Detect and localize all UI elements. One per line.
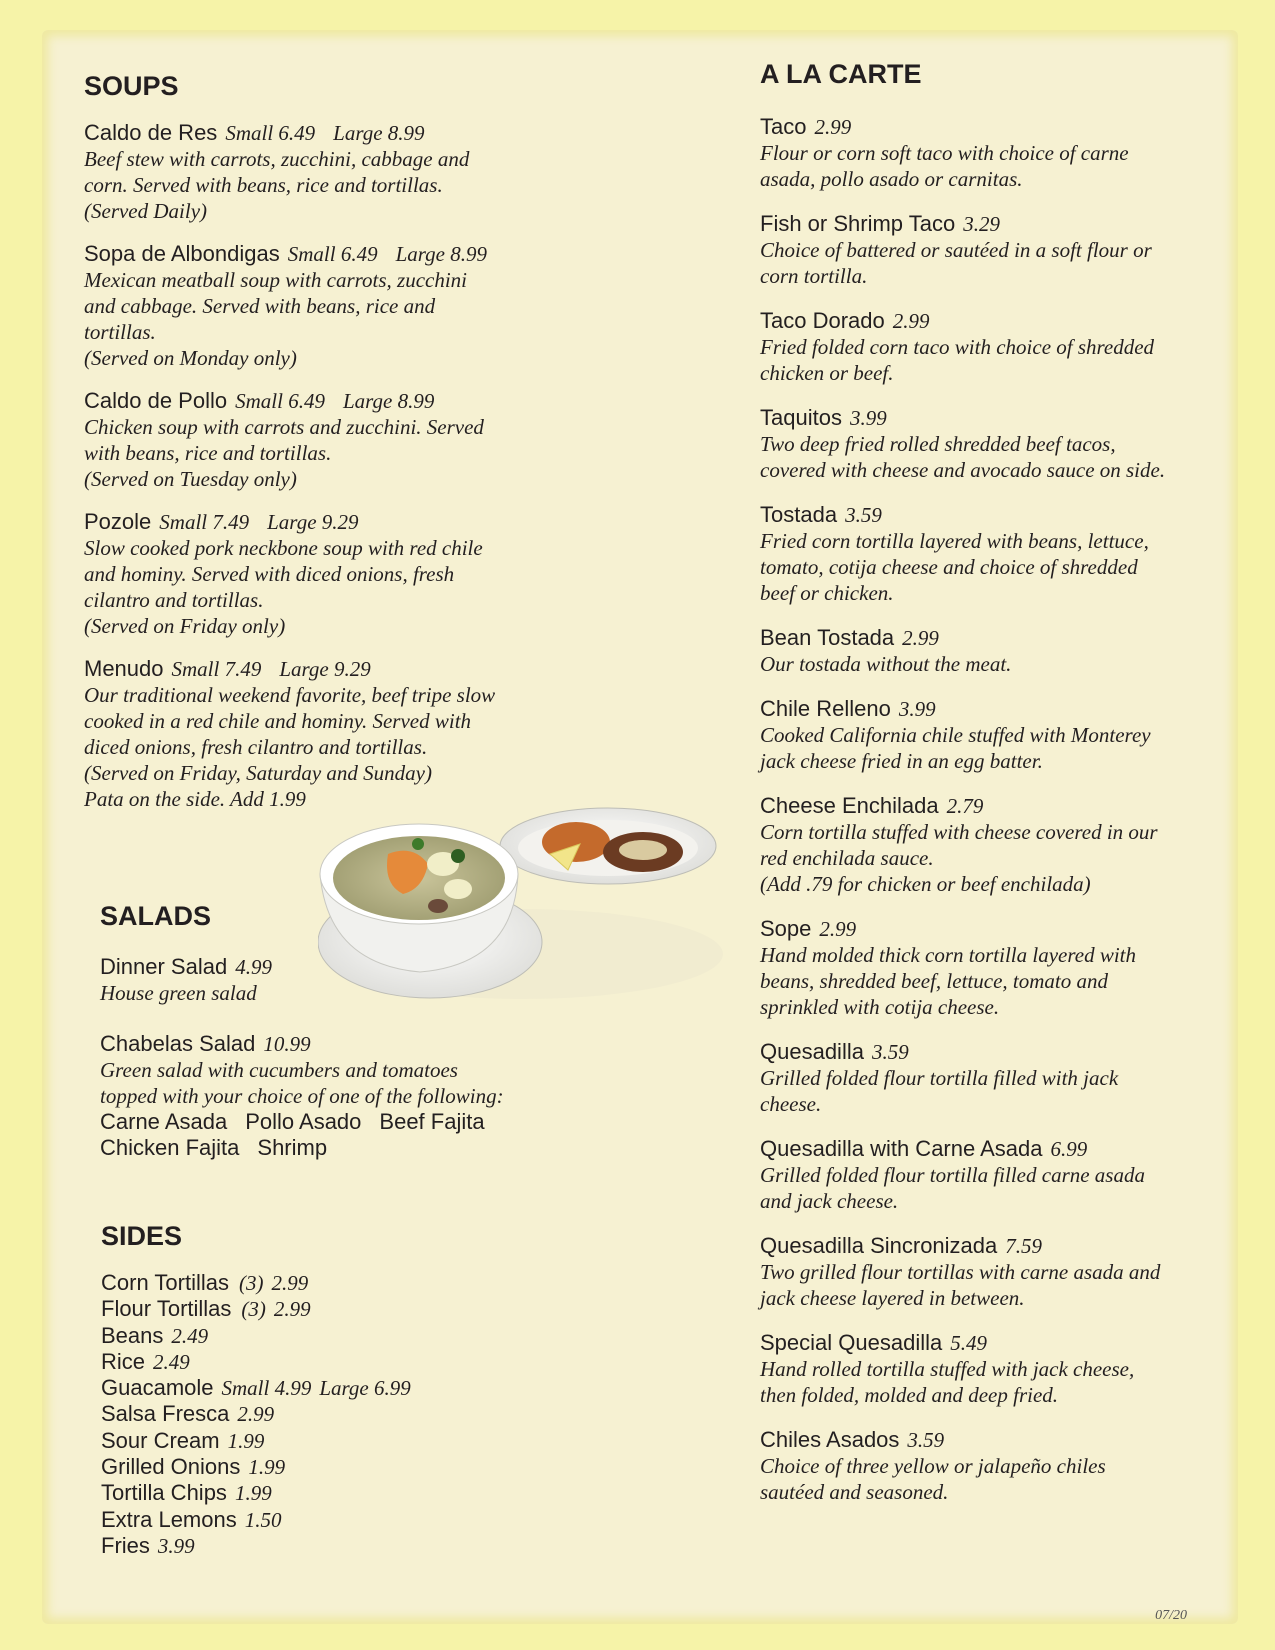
item-price: 1.99 bbox=[234, 1481, 272, 1506]
alacarte-item bbox=[760, 1136, 1210, 1214]
item-name: Cheese Enchilada bbox=[760, 793, 939, 818]
topping-option: Chicken Fajita bbox=[100, 1135, 240, 1160]
item-name: Caldo de Res bbox=[84, 120, 218, 145]
topping-option: Beef Fajita bbox=[379, 1109, 485, 1134]
salad-topping-options bbox=[100, 1135, 570, 1161]
item-name: Salsa Fresca bbox=[101, 1401, 230, 1427]
side-plate-icon bbox=[500, 808, 716, 884]
item-price: 3.99 bbox=[849, 406, 887, 430]
item-price-large: Large 8.99 bbox=[395, 242, 487, 266]
item-description: Corn tortilla stuffed with cheese covered in our red enchilada sauce. (Add .79 for chicken or beef enchilada) bbox=[760, 820, 1158, 896]
item-name: Quesadilla Sincronizada bbox=[760, 1233, 998, 1258]
item-price: 6.99 bbox=[1050, 1137, 1088, 1161]
item-description: Beef stew with carrots, zucchini, cabbage and corn. Served with beans, rice and tortillas. (Served Daily) bbox=[84, 147, 470, 223]
soup-item bbox=[84, 656, 554, 812]
item-price: 2.99 bbox=[273, 1297, 311, 1322]
item-name: Fish or Shrimp Taco bbox=[760, 211, 956, 236]
item-price-large: Large 8.99 bbox=[342, 389, 435, 413]
soups-section bbox=[84, 70, 554, 829]
item-price: 3.99 bbox=[898, 697, 936, 721]
side-item bbox=[101, 1533, 571, 1559]
item-price: 2.99 bbox=[902, 626, 939, 650]
item-price-small: Small 7.49 bbox=[159, 510, 250, 534]
item-price: 3.29 bbox=[963, 212, 1000, 236]
item-description: Slow cooked pork neckbone soup with red chile and hominy. Served with diced onions, fresh cilantro and tortillas. (Served on Friday only) bbox=[84, 536, 483, 638]
item-price-large: Large 6.99 bbox=[319, 1376, 411, 1401]
alacarte-item bbox=[760, 405, 1210, 483]
item-name: Sope bbox=[760, 916, 812, 941]
item-name: Quesadilla with Carne Asada bbox=[760, 1136, 1043, 1161]
side-item bbox=[101, 1375, 571, 1401]
item-description: Fried folded corn taco with choice of shredded chicken or beef. bbox=[760, 335, 1155, 385]
item-name: Grilled Onions bbox=[101, 1454, 241, 1480]
soup-item bbox=[84, 241, 554, 371]
item-price: 2.99 bbox=[271, 1271, 309, 1295]
item-price: 2.99 bbox=[892, 309, 930, 333]
alacarte-item bbox=[760, 1330, 1210, 1408]
item-price-large: Large 9.29 bbox=[267, 510, 359, 534]
item-name: Chile Relleno bbox=[760, 696, 891, 721]
item-description: Grilled folded flour tortilla filled with jack cheese. bbox=[760, 1066, 1119, 1116]
item-price: 1.99 bbox=[227, 1428, 265, 1453]
alacarte-item bbox=[760, 1039, 1210, 1117]
item-description: Mexican meatball soup with carrots, zucchini and cabbage. Served with beans, rice and tortillas. (Served on Monday only) bbox=[84, 268, 468, 370]
item-description: Flour or corn soft taco with choice of carne asada, pollo asado or carnitas. bbox=[760, 141, 1129, 191]
version-code: 07/20 bbox=[1155, 1608, 1187, 1623]
item-name: Guacamole bbox=[101, 1375, 214, 1401]
item-description: House green salad bbox=[100, 981, 257, 1005]
side-item bbox=[101, 1454, 571, 1480]
item-price: 2.49 bbox=[153, 1349, 190, 1374]
topping-option: Pollo Asado bbox=[245, 1109, 362, 1134]
item-quantity: (3) bbox=[241, 1297, 266, 1322]
side-item bbox=[101, 1270, 571, 1296]
item-name: Beans bbox=[101, 1322, 164, 1348]
alacarte-item bbox=[760, 696, 1210, 774]
item-price: 3.59 bbox=[907, 1428, 945, 1452]
side-item bbox=[101, 1507, 571, 1533]
topping-option: Shrimp bbox=[257, 1135, 328, 1160]
alacarte-item bbox=[760, 211, 1210, 289]
item-name: Dinner Salad bbox=[100, 954, 228, 979]
item-price: 2.99 bbox=[814, 115, 852, 139]
item-name: Corn Tortillas bbox=[101, 1270, 229, 1295]
soups-title: SOUPS bbox=[84, 71, 179, 101]
item-price-small: Small 6.49 bbox=[225, 121, 316, 145]
item-description: Our tostada without the meat. bbox=[760, 652, 1012, 676]
item-description: Grilled folded flour tortilla filled carne asada and jack cheese. bbox=[760, 1163, 1145, 1213]
alacarte-item bbox=[760, 1233, 1210, 1311]
side-item bbox=[101, 1349, 571, 1375]
side-item bbox=[101, 1428, 571, 1454]
item-price: 5.49 bbox=[950, 1331, 987, 1355]
alacarte-item bbox=[760, 1427, 1210, 1505]
item-price: 4.99 bbox=[235, 955, 272, 979]
item-price-large: Large 9.29 bbox=[279, 657, 371, 681]
item-description: Green salad with cucumbers and tomatoes topped with your choice of one of the following: bbox=[100, 1058, 504, 1108]
item-description: Choice of three yellow or jalapeño chiles sautéed and seasoned. bbox=[760, 1454, 1106, 1504]
item-price: 3.59 bbox=[871, 1040, 909, 1064]
item-name: Quesadilla bbox=[760, 1039, 864, 1064]
item-name: Taco bbox=[760, 114, 807, 139]
item-name: Menudo bbox=[84, 656, 164, 681]
soup-item bbox=[84, 120, 554, 224]
item-description: Hand rolled tortilla stuffed with jack cheese, then folded, molded and deep fried. bbox=[760, 1357, 1135, 1407]
sides-title: SIDES bbox=[101, 1221, 183, 1251]
soup-item bbox=[84, 388, 554, 492]
item-price: 3.99 bbox=[157, 1533, 195, 1558]
item-price: 2.99 bbox=[819, 917, 857, 941]
alacarte-title: A LA CARTE bbox=[760, 59, 922, 89]
item-description: Fried corn tortilla layered with beans, lettuce, tomato, cotija cheese and choice of shredded beef or chicken. bbox=[760, 529, 1149, 605]
item-name: Rice bbox=[101, 1348, 146, 1374]
item-name: Chiles Asados bbox=[760, 1427, 900, 1452]
item-price: 1.99 bbox=[248, 1455, 286, 1480]
item-price-small: Small 6.49 bbox=[287, 242, 378, 266]
item-description: Chicken soup with carrots and zucchini. Served with beans, rice and tortillas. (Served on Tuesday only) bbox=[84, 415, 484, 491]
item-description: Two deep fried rolled shredded beef tacos, covered with cheese and avocado sauce on side. bbox=[760, 432, 1166, 482]
item-price: 2.99 bbox=[237, 1402, 275, 1427]
side-item bbox=[101, 1480, 571, 1506]
alacarte-item bbox=[760, 793, 1210, 897]
side-item bbox=[101, 1323, 571, 1349]
side-item bbox=[101, 1296, 571, 1322]
salad-item bbox=[100, 1031, 570, 1161]
item-name: Sopa de Albondigas bbox=[84, 241, 280, 266]
alacarte-item bbox=[760, 625, 1210, 677]
salad-item bbox=[100, 954, 570, 1006]
item-description: Cooked California chile stuffed with Monterey jack cheese fried in an egg batter. bbox=[760, 723, 1151, 773]
item-description: Our traditional weekend favorite, beef tripe slow cooked in a red chile and hominy. Served with diced onions, fresh cilantro and tortillas. (Served on Friday, Saturday and Sunday) Pata on the side. Add 1.99 bbox=[84, 683, 496, 811]
alacarte-item bbox=[760, 308, 1210, 386]
item-name: Chabelas Salad bbox=[100, 1031, 256, 1056]
item-name: Tortilla Chips bbox=[101, 1480, 227, 1506]
salad-topping-options bbox=[100, 1109, 570, 1135]
item-description: Choice of battered or sautéed in a soft flour or corn tortilla. bbox=[760, 238, 1152, 288]
item-name: Flour Tortillas bbox=[101, 1296, 232, 1322]
item-price: 3.59 bbox=[845, 503, 882, 527]
topping-option: Carne Asada bbox=[100, 1109, 228, 1134]
alacarte-item bbox=[760, 502, 1210, 606]
alacarte-item bbox=[760, 114, 1210, 192]
item-price-large: Large 8.99 bbox=[333, 121, 425, 145]
item-name: Sour Cream bbox=[101, 1427, 220, 1453]
alacarte-item bbox=[760, 916, 1210, 1020]
sides-section bbox=[101, 1220, 571, 1559]
item-price: 1.50 bbox=[244, 1507, 282, 1532]
item-description: Hand molded thick corn tortilla layered with beans, shredded beef, lettuce, tomato and sprinkled with cotija cheese. bbox=[760, 943, 1137, 1019]
item-name: Caldo de Pollo bbox=[84, 388, 228, 413]
item-price: 2.79 bbox=[946, 794, 984, 818]
alacarte-section bbox=[760, 58, 1210, 1524]
item-price: 2.49 bbox=[171, 1323, 209, 1348]
salads-section bbox=[100, 900, 570, 1161]
item-price-small: Small 7.49 bbox=[171, 657, 262, 681]
item-name: Taquitos bbox=[760, 405, 842, 430]
item-price: 10.99 bbox=[263, 1032, 311, 1056]
item-name: Taco Dorado bbox=[760, 308, 885, 333]
item-name: Extra Lemons bbox=[101, 1506, 237, 1532]
item-price-small: Small 6.49 bbox=[235, 389, 325, 413]
item-name: Special Quesadilla bbox=[760, 1330, 943, 1355]
soup-item bbox=[84, 509, 554, 639]
side-item bbox=[101, 1401, 571, 1427]
item-description: Two grilled flour tortillas with carne asada and jack cheese layered in between. bbox=[760, 1260, 1161, 1310]
item-name: Fries bbox=[101, 1532, 150, 1558]
item-name: Tostada bbox=[760, 502, 838, 527]
item-name: Bean Tostada bbox=[760, 625, 895, 650]
item-name: Pozole bbox=[84, 509, 152, 534]
item-quantity: (3) bbox=[238, 1271, 264, 1295]
item-price-small: Small 4.99 bbox=[221, 1376, 312, 1401]
salads-title: SALADS bbox=[100, 901, 212, 931]
item-price: 7.59 bbox=[1005, 1234, 1043, 1258]
